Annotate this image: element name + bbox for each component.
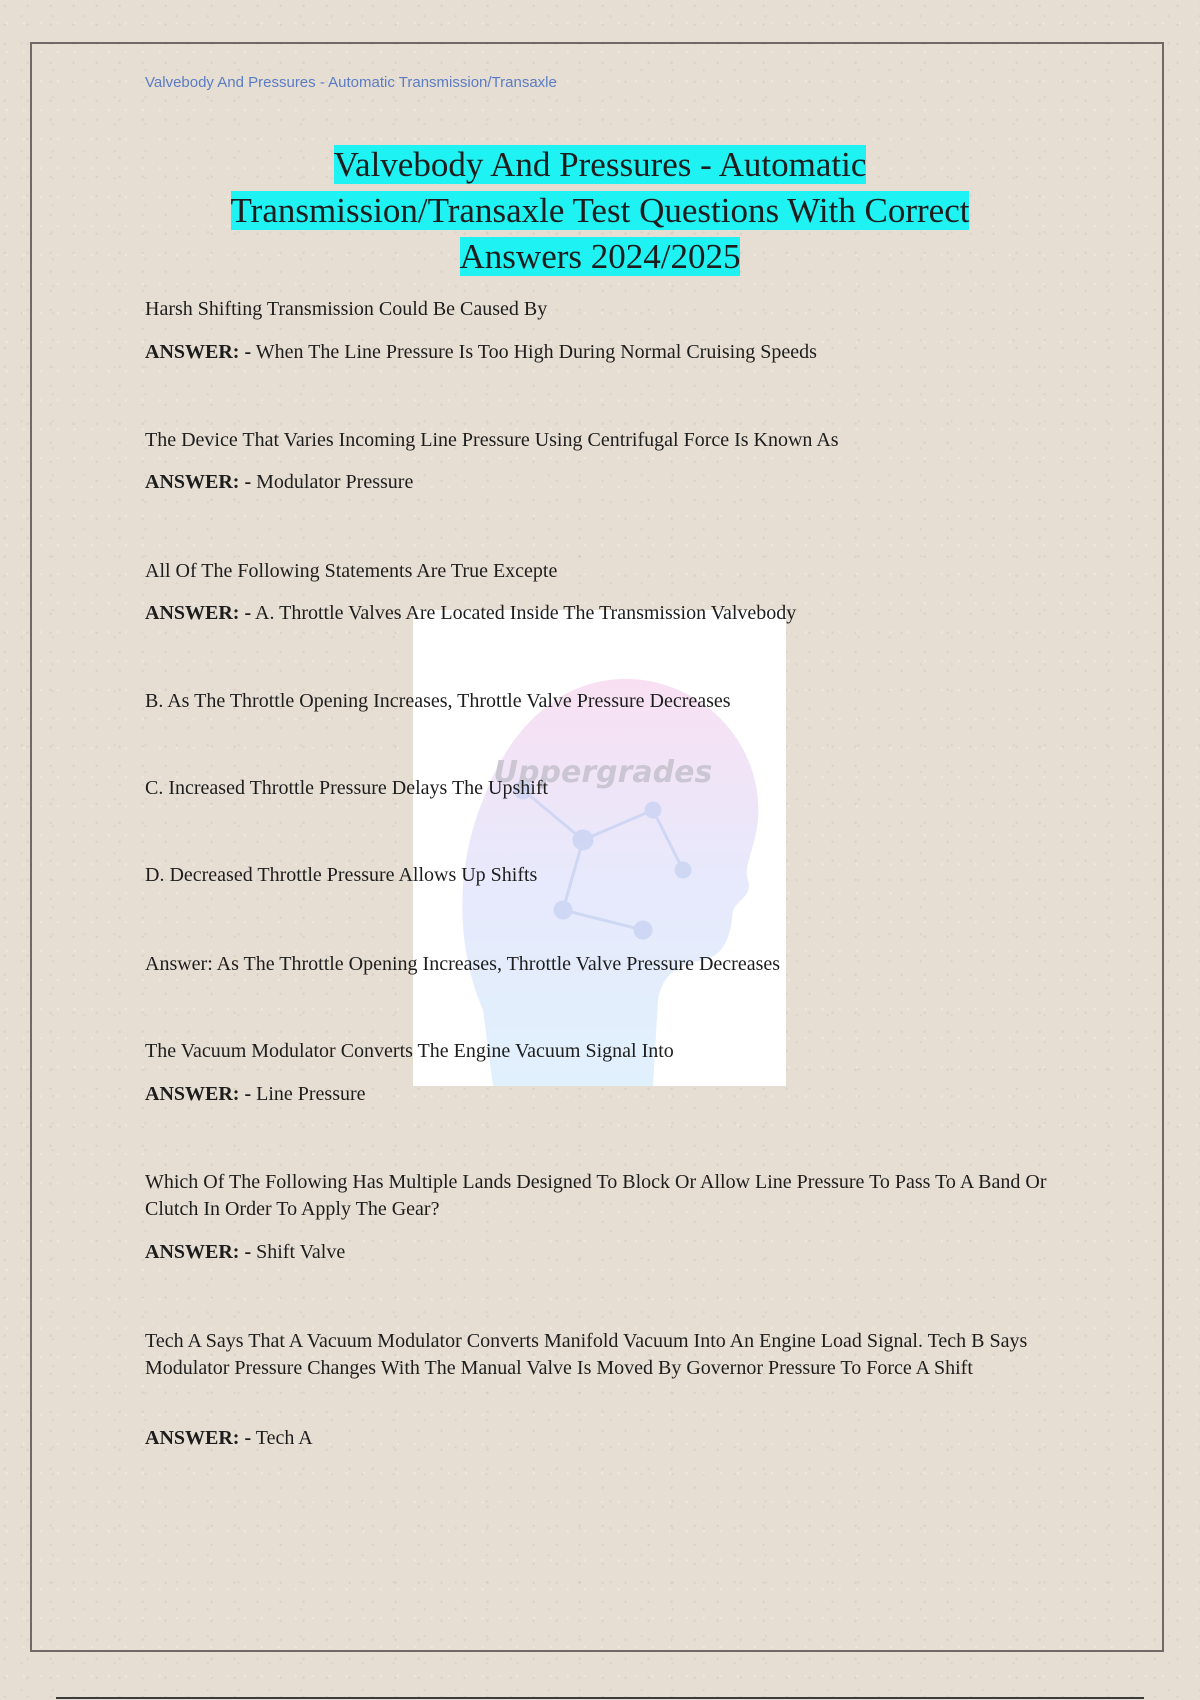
- answer-line: [145, 469, 413, 496]
- question-text: All Of The Following Statements Are True Excepte: [145, 560, 558, 582]
- answer-line: [145, 1081, 366, 1108]
- watermark-text: Uppergrades: [493, 755, 713, 790]
- answer-line: [145, 600, 796, 627]
- option-c: C. Increased Throttle Pressure Delays The Upshift: [145, 777, 549, 799]
- answer-label: ANSWER: -: [145, 1083, 252, 1105]
- bottom-divider: [56, 1697, 1144, 1699]
- qa-item: [145, 1169, 1060, 1263]
- qa-item: [145, 296, 1060, 363]
- answer-label: ANSWER: -: [145, 1241, 252, 1263]
- answer-line: [145, 1425, 313, 1452]
- question-text: Which Of The Following Has Multiple Lands Designed To Block Or Allow Line Pressure To Pass To A Band Or Clutch In Order To Apply The Gear?: [145, 1171, 1047, 1220]
- option-answer: Answer: As The Throttle Opening Increases, Throttle Valve Pressure Decreases: [145, 953, 781, 975]
- watermark-logo: [413, 610, 786, 1086]
- answer-label: ANSWER: -: [145, 471, 252, 493]
- question-text: Harsh Shifting Transmission Could Be Caused By: [145, 298, 548, 320]
- qa-item: [145, 427, 1060, 493]
- running-header: Valvebody And Pressures - Automatic Transmission/Transaxle: [145, 74, 557, 91]
- answer-text: Tech A: [255, 1427, 313, 1449]
- answer-label: ANSWER: -: [145, 341, 252, 363]
- page-title: [150, 142, 1050, 280]
- question-text: The Device That Varies Incoming Line Pressure Using Centrifugal Force Is Known As: [145, 429, 839, 451]
- answer-label: ANSWER: -: [145, 1427, 252, 1449]
- title-line-1: Valvebody And Pressures - Automatic: [333, 145, 867, 184]
- brain-head-icon: [413, 610, 786, 1086]
- answer-text: Modulator Pressure: [256, 471, 414, 493]
- title-line-3: Answers 2024/2025: [459, 237, 741, 276]
- option-b: B. As The Throttle Opening Increases, Throttle Valve Pressure Decreases: [145, 690, 731, 712]
- answer-text: Line Pressure: [256, 1083, 366, 1105]
- answer-line: [145, 339, 817, 366]
- answer-line: [145, 1239, 345, 1266]
- answer-text: When The Line Pressure Is Too High During Normal Cruising Speeds: [255, 341, 817, 363]
- option-d: D. Decreased Throttle Pressure Allows Up Shifts: [145, 864, 538, 886]
- answer-text: A. Throttle Valves Are Located Inside The Transmission Valvebody: [255, 602, 797, 624]
- qa-item: [145, 1328, 1060, 1449]
- qa-item: [145, 558, 1060, 624]
- answer-label: ANSWER: -: [145, 602, 252, 624]
- answer-text: Shift Valve: [256, 1241, 346, 1263]
- title-line-2: Transmission/Transaxle Test Questions With Correct: [230, 191, 970, 230]
- qa-item: [145, 1038, 1060, 1105]
- question-text: Tech A Says That A Vacuum Modulator Converts Manifold Vacuum Into An Engine Load Signal. Tech B Says Modulator Pressure Changes With The Manual Valve Is Moved By Governor Pressure To Force A Shift: [145, 1330, 1028, 1379]
- question-text: The Vacuum Modulator Converts The Engine Vacuum Signal Into: [145, 1040, 674, 1062]
